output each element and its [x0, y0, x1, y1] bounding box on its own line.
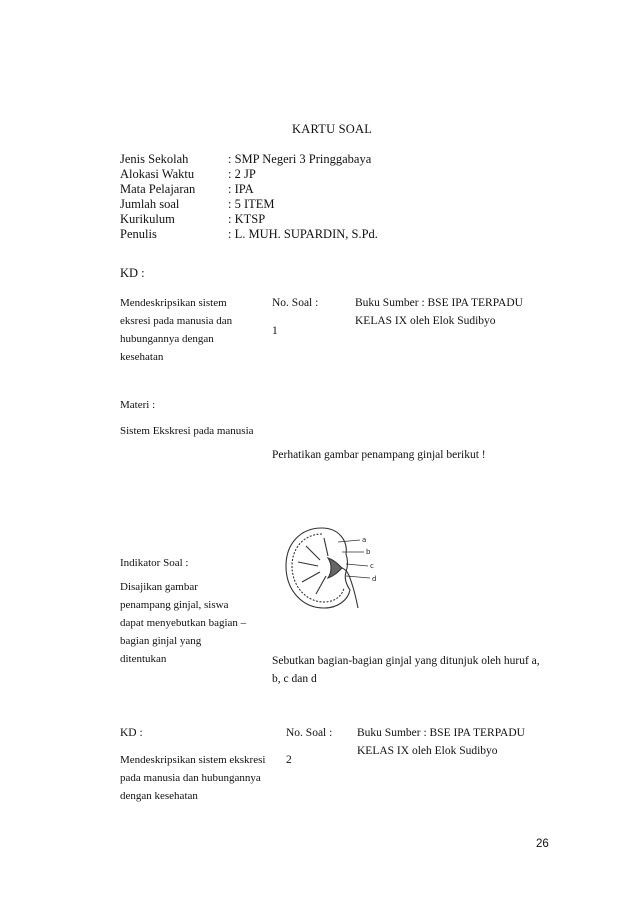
- header-row-curriculum: [120, 212, 265, 227]
- card-title: KARTU SOAL: [292, 122, 373, 136]
- figure-label-c: c: [370, 562, 374, 570]
- header-value: : 5 ITEM: [228, 197, 275, 211]
- source-line: Buku Sumber : BSE IPA TERPADU: [357, 727, 525, 739]
- header-row-count: [120, 197, 275, 212]
- header-row-author: [120, 227, 378, 242]
- kidney-pyramids: [298, 538, 328, 594]
- indikator-line: bagian ginjal yang: [120, 635, 202, 647]
- header-row-subject: [120, 182, 254, 197]
- header-label: Alokasi Waktu: [120, 167, 195, 181]
- source-book: [355, 294, 523, 330]
- kidney-cross-section-figure: [280, 524, 392, 612]
- source-book-2: [357, 724, 525, 760]
- source-line: Buku Sumber : BSE IPA TERPADU: [355, 297, 523, 309]
- header-label: Jumlah soal: [120, 197, 180, 211]
- kd-line: Mendeskripsikan sistem: [120, 297, 227, 309]
- source-line: KELAS IX oleh Elok Sudibyo: [357, 745, 498, 757]
- kd-line: Mendeskripsikan sistem ekskresi: [120, 754, 266, 766]
- question-line: Sebutkan bagian-bagian ginjal yang ditunjuk oleh huruf a,: [272, 655, 540, 667]
- materi-label: Materi :: [120, 399, 156, 411]
- kd-line: eksresi pada manusia dan: [120, 315, 233, 327]
- indikator-line: penampang ginjal, siswa: [120, 599, 229, 611]
- indikator-line: Disajikan gambar: [120, 581, 198, 593]
- kd-description: [120, 294, 232, 366]
- header-row-time: [120, 167, 256, 182]
- question-text: [272, 652, 540, 688]
- indikator-description: [120, 578, 246, 668]
- figure-label-b: b: [366, 548, 371, 556]
- page-number: 26: [536, 838, 549, 850]
- indikator-line: ditentukan: [120, 653, 167, 665]
- header-value: : 2 JP: [228, 167, 256, 181]
- header-label: Mata Pelajaran: [120, 182, 196, 196]
- header-value: : SMP Negeri 3 Pringgabaya: [228, 152, 372, 166]
- no-soal-label-2: No. Soal :: [286, 727, 333, 739]
- indikator-label: Indikator Soal :: [120, 557, 189, 569]
- header-label: Penulis: [120, 227, 157, 241]
- kd-description-2: [120, 751, 265, 805]
- kidney-pelvis: [328, 558, 342, 578]
- kd-line: pada manusia dan hubungannya: [120, 772, 261, 784]
- kd-line: kesehatan: [120, 351, 164, 363]
- materi-value: Sistem Ekskresi pada manusia: [120, 425, 254, 437]
- header-value: : L. MUH. SUPARDIN, S.Pd.: [228, 227, 378, 241]
- question-line: b, c dan d: [272, 673, 317, 685]
- no-soal-label: No. Soal :: [272, 297, 319, 309]
- header-row-school: [120, 152, 371, 167]
- pointer-lines: [338, 540, 370, 578]
- header-label: Kurikulum: [120, 212, 175, 226]
- indikator-line: dapat menyebutkan bagian –: [120, 617, 247, 629]
- header-value: : IPA: [228, 182, 254, 196]
- figure-label-d: d: [372, 575, 377, 583]
- kd-label-2: KD :: [120, 727, 143, 739]
- question-intro: Perhatikan gambar penampang ginjal berikut !: [272, 449, 486, 461]
- no-soal-value: 1: [272, 325, 278, 337]
- kd-label: KD :: [120, 266, 145, 280]
- no-soal-value-2: 2: [286, 754, 292, 766]
- ureter: [342, 568, 358, 608]
- header-value: : KTSP: [228, 212, 266, 226]
- source-line: KELAS IX oleh Elok Sudibyo: [355, 315, 496, 327]
- figure-label-a: a: [362, 536, 367, 544]
- kd-line: dengan kesehatan: [120, 790, 198, 802]
- header-label: Jenis Sekolah: [120, 152, 189, 166]
- kd-line: hubungannya dengan: [120, 333, 214, 345]
